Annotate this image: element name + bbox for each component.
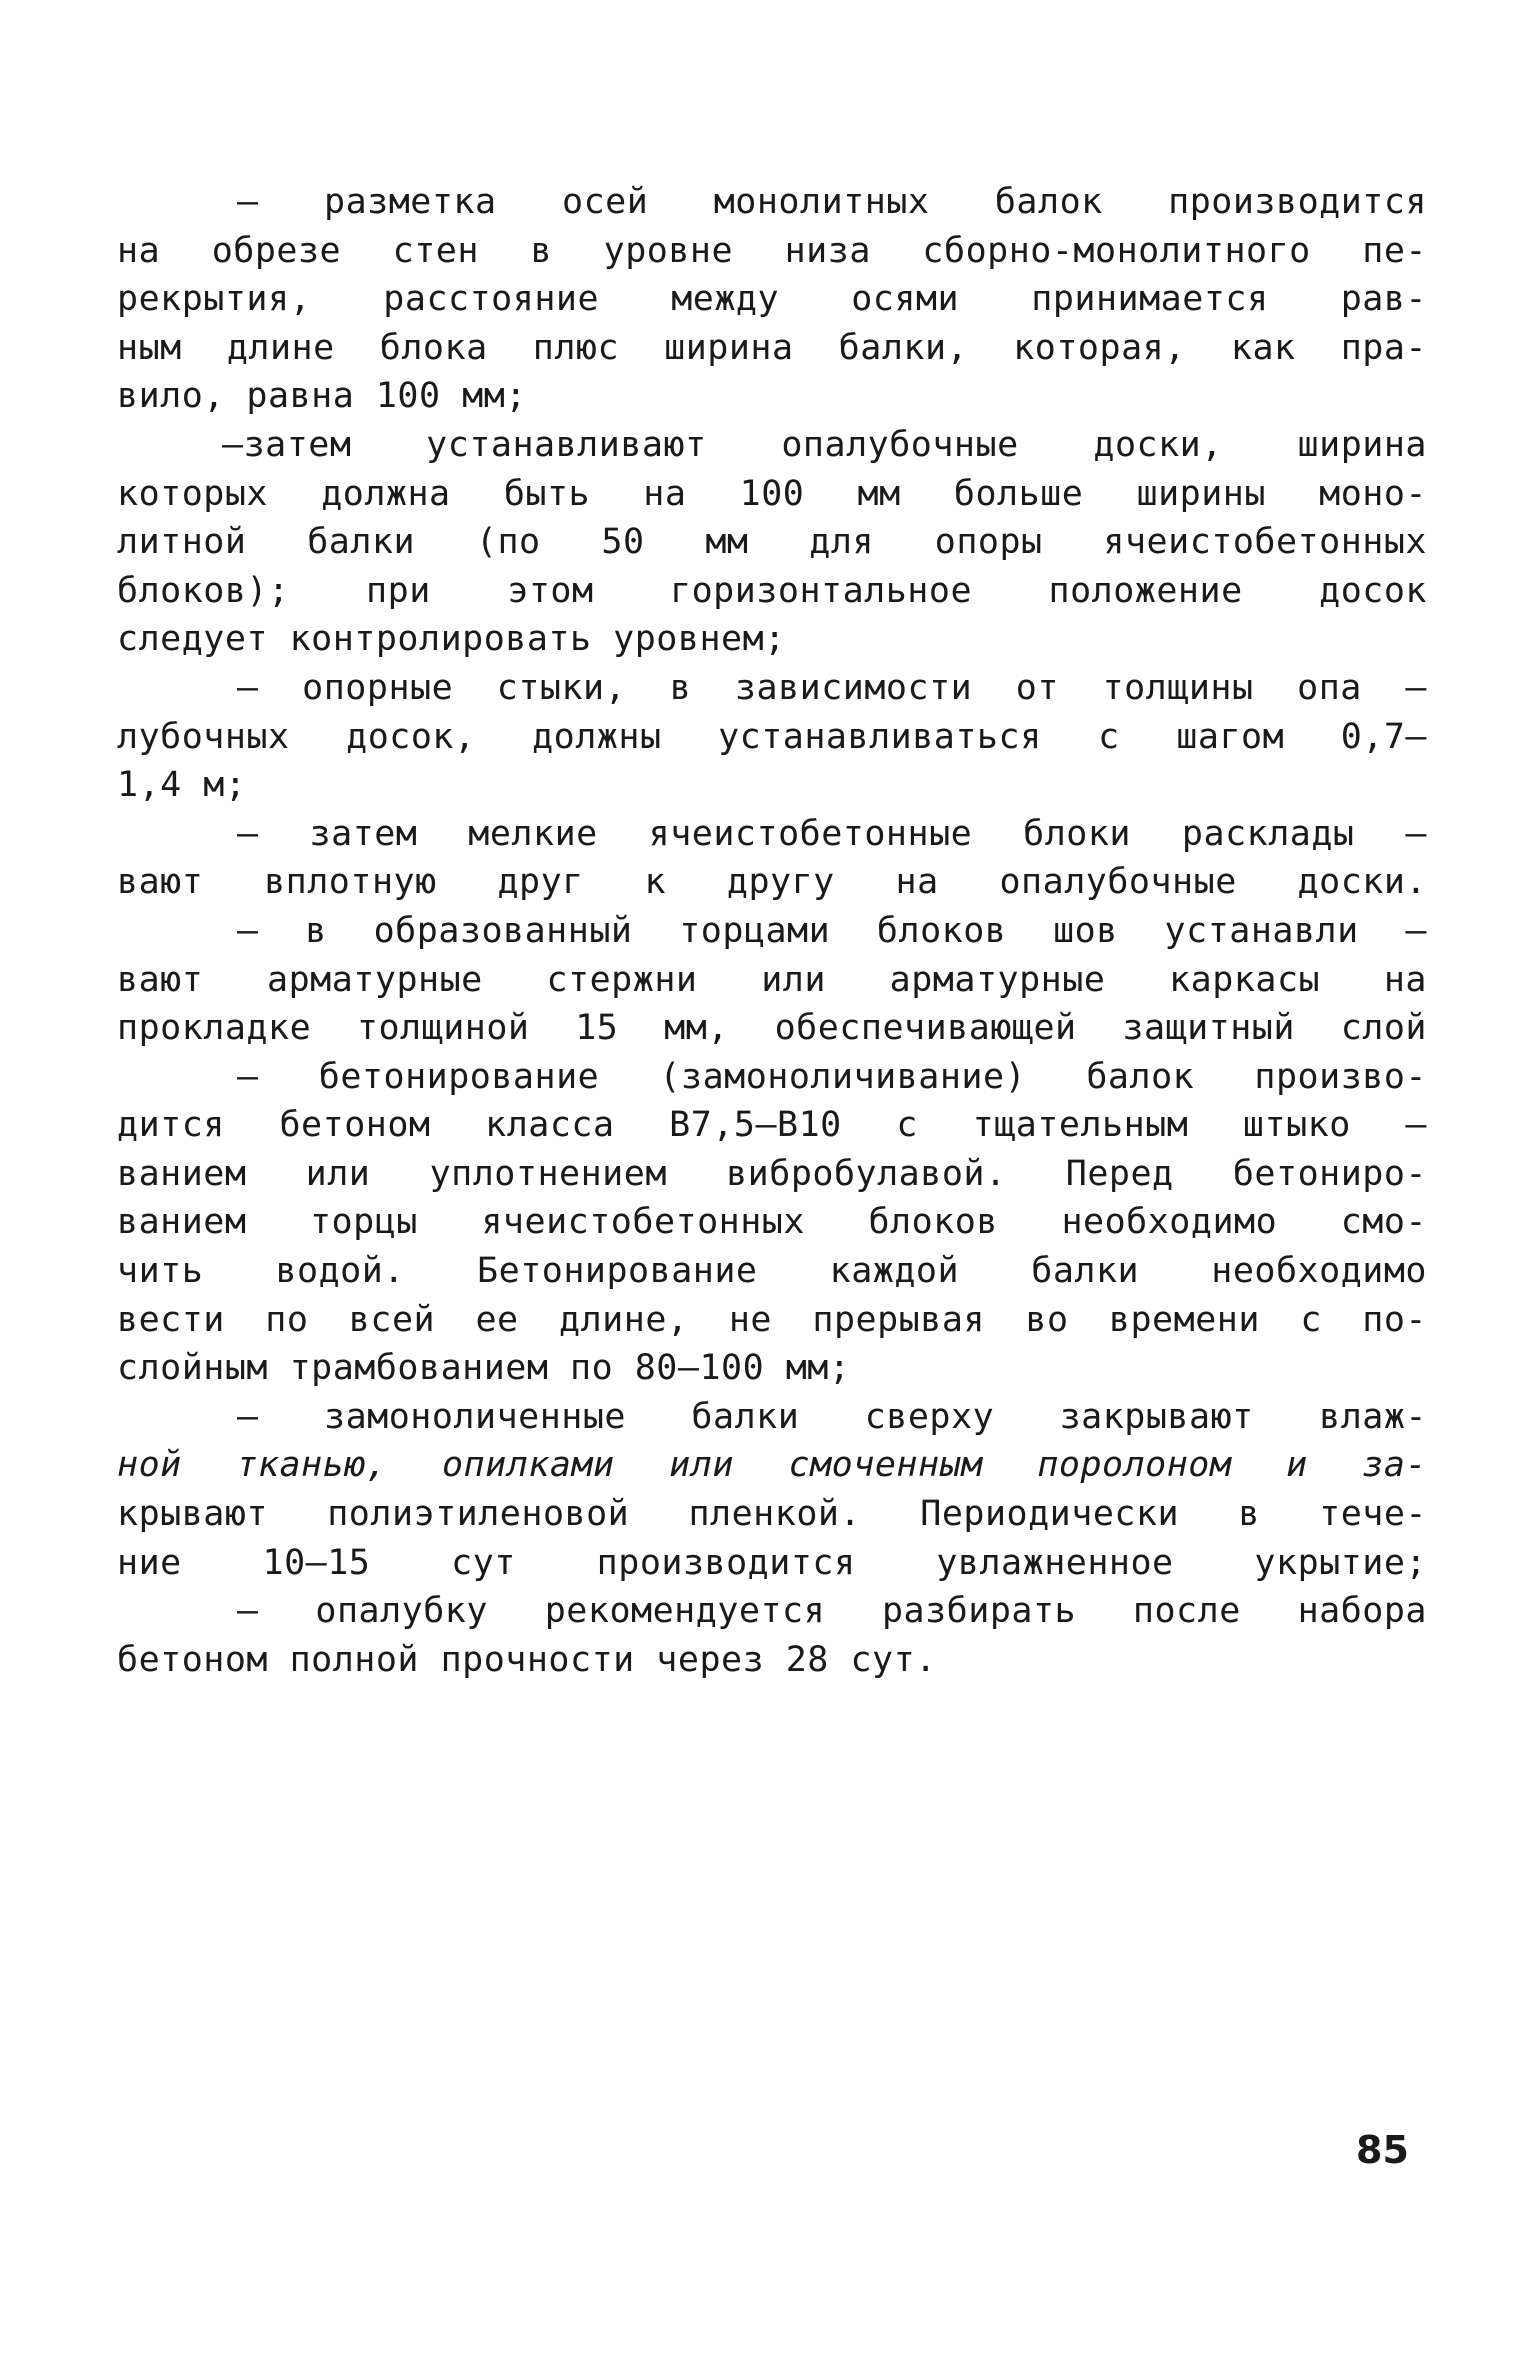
text-line: блоков); при этом горизонтальное положение досок xyxy=(117,570,1427,611)
text-line: рекрытия, расстояние между осями принимается рав- xyxy=(117,279,1427,320)
text-line: вести по всей ее длине, не прерывая во времени с по- xyxy=(117,1299,1427,1340)
text-line: – опорные стыки, в зависимости от толщины опа – xyxy=(237,667,1427,708)
text-line: лубочных досок, должны устанавливаться с шагом 0,7– xyxy=(117,716,1427,757)
text-line: которых должна быть на 100 мм больше ширины моно- xyxy=(117,473,1427,514)
text-line: – замоноличенные балки сверху закрывают влаж- xyxy=(237,1396,1427,1437)
text-line: следует контролировать уровнем; xyxy=(117,619,786,660)
text-line: 1,4 м; xyxy=(117,765,247,806)
text-line: ванием торцы ячеистобетонных блоков необходимо смо- xyxy=(117,1202,1427,1243)
text-line: прокладке толщиной 15 мм, обеспечивающей защитный слой xyxy=(117,1008,1427,1049)
text-line: слойным трамбованием по 80–100 мм; xyxy=(117,1348,851,1389)
text-line: вило, равна 100 мм; xyxy=(117,376,527,417)
text-line: на обрезе стен в уровне низа сборно-монолитного пе- xyxy=(117,230,1427,271)
text-line: – в образованный торцами блоков шов устанавли – xyxy=(237,910,1427,951)
text-line: литной балки (по 50 мм для опоры ячеистобетонных xyxy=(117,522,1427,563)
text-line: – разметка осей монолитных балок производится xyxy=(237,182,1427,222)
page-number: 85 xyxy=(1356,2128,1409,2172)
text-line: ванием или уплотнением вибробулавой. Перед бетониро- xyxy=(117,1153,1427,1194)
text-line: –затем устанавливают опалубочные доски, ширина xyxy=(222,424,1427,465)
text-line: дится бетоном класса В7,5–В10 с тщательным штыко – xyxy=(117,1105,1427,1146)
text-line: ной тканью, опилками или смоченным поролоном и за- xyxy=(117,1445,1427,1486)
text-line: – бетонирование (замоноличивание) балок произво- xyxy=(237,1056,1427,1097)
text-line: – затем мелкие ячеистобетонные блоки расклады – xyxy=(237,813,1427,854)
text-line: чить водой. Бетонирование каждой балки необходимо xyxy=(117,1251,1427,1292)
text-line: ние 10–15 сут производится увлажненное укрытие; xyxy=(117,1542,1427,1583)
text-line: бетоном полной прочности через 28 сут. xyxy=(117,1639,937,1680)
text-line: вают арматурные стержни или арматурные каркасы на xyxy=(117,959,1427,1000)
text-line: – опалубку рекомендуется разбирать после набора xyxy=(237,1591,1427,1632)
body-text xyxy=(117,178,1427,1684)
text-line: вают вплотную друг к другу на опалубочные доски. xyxy=(117,862,1427,903)
text-line: крывают полиэтиленовой пленкой. Периодически в тече- xyxy=(117,1494,1427,1535)
text-line: ным длине блока плюс ширина балки, которая, как пра- xyxy=(117,327,1427,368)
